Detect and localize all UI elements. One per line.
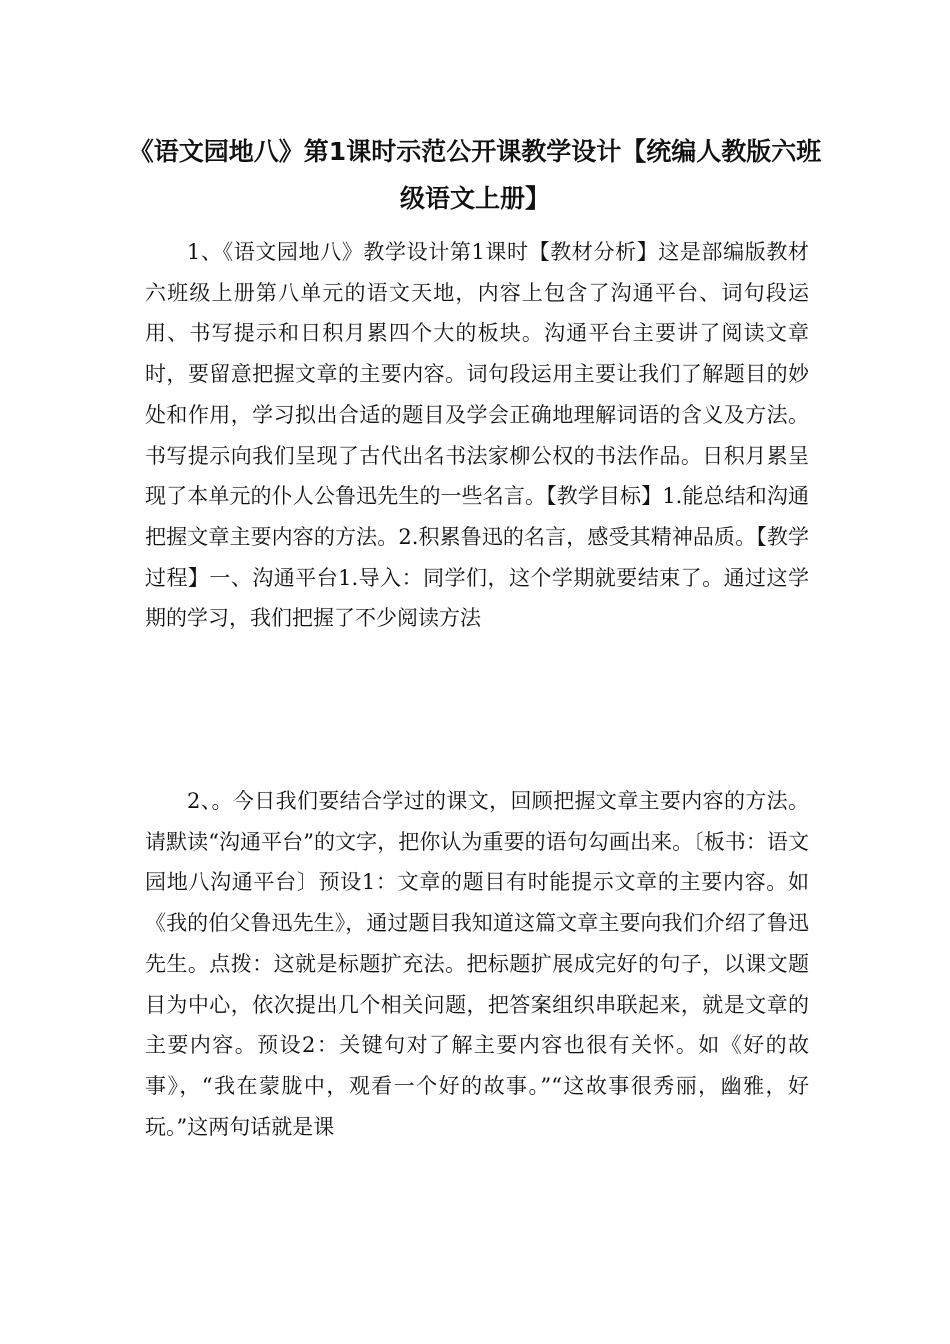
paragraph-1: 1、《语文园地八》教学设计第1课时【教材分析】这是部编版教材六班级上册第八单元的语文天地，内容上包含了沟通平台、词句段运用、书写提示和日积月累四个大的板块。沟通平台主要讲了阅读文章时，要留意把握文章的主要内容。词句段运用主要让我们了解题目的妙处和作用，学习拟出合适的题目及学会正确地理解词语的含义及方法。书写提示向我们呈现了古代出名书法家柳公权的书法作品。日积月累呈现了本单元的仆人公鲁迅先生的一些名言。【教学目标】1.能总结和沟通把握文章主要内容的方法。2.积累鲁迅的名言，感受其精神品质。【教学过程】一、沟通平台1.导入：同学们，这个学期就要结束了。通过这学期的学习，我们把握了不少阅读方法 xyxy=(145,240,809,631)
document-title: 《语文园地八》第1课时示范公开课教学设计【统编人教版六班级语文上册】 xyxy=(128,137,822,213)
paragraph-2: 2、。今日我们要结合学过的课文，回顾把握文章主要内容的方法。请默读“沟通平台”的文字，把你认为重要的语句勾画出来。〔板书：语文园地八沟通平台〕预设1：文章的题目有时能提示文章的主要内容。如《我的伯父鲁迅先生》，通过题目我知道这篇文章主要向我们介绍了鲁迅先生。点拨：这就是标题扩充法。把标题扩展成完好的句子，以课文题目为中心，依次提出几个相关问题，把答案组织串联起来，就是文章的主要内容。预设2：关键句对了解主要内容也很有关怀。如《好的故事》，“我在蒙胧中，观看一个好的故事。”“这故事很秀丽，幽雅，好玩。”这两句话就是课 xyxy=(145,789,809,1139)
